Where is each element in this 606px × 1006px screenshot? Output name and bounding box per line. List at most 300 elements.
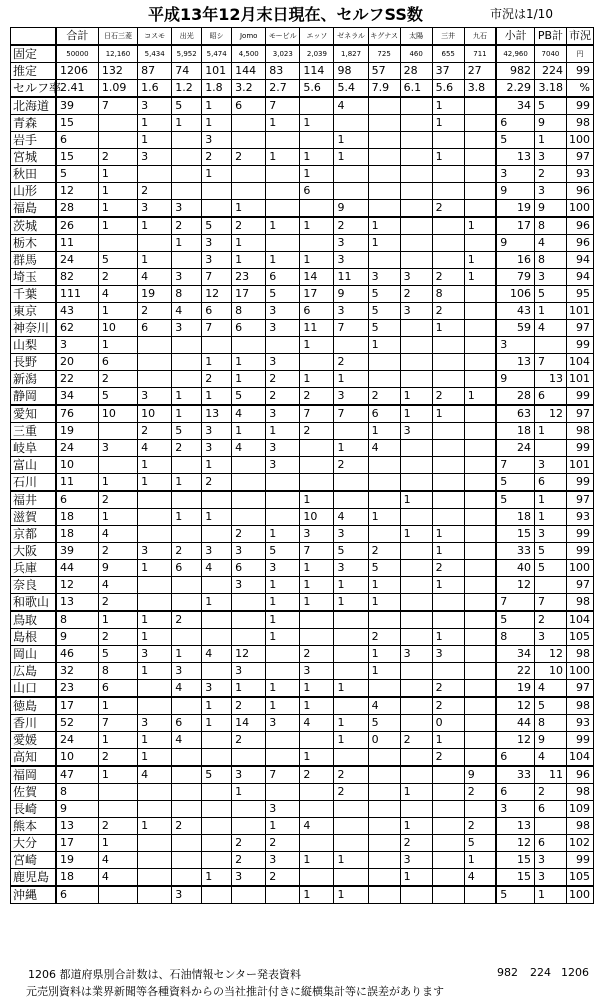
cell-value bbox=[98, 801, 137, 818]
cell-value: 17 bbox=[56, 697, 98, 715]
table-row bbox=[11, 97, 594, 115]
table-row bbox=[11, 766, 594, 784]
row-label: 佐賀 bbox=[11, 784, 56, 801]
cell-value bbox=[98, 886, 137, 904]
cell-value: 5 bbox=[534, 97, 566, 115]
cell-value: 94 bbox=[566, 269, 593, 286]
cell-value: 94 bbox=[566, 252, 593, 269]
cell-value bbox=[400, 886, 432, 904]
cell-value: 97 bbox=[566, 491, 593, 509]
cell-value bbox=[534, 577, 566, 594]
table-row bbox=[11, 354, 594, 371]
footer-source-note: 1206 都道府県別合計数は、石油情報センター発表資料 bbox=[28, 968, 302, 981]
row-label: 静岡 bbox=[11, 388, 56, 406]
cell-value: 10 bbox=[56, 749, 98, 767]
cell-value: 1 bbox=[534, 303, 566, 320]
cell-value: 2 bbox=[172, 611, 202, 629]
row-label: 茨城 bbox=[11, 217, 56, 235]
cell-value: 5 bbox=[98, 646, 137, 663]
cell-value: 9 bbox=[334, 286, 368, 303]
cell-value: 1 bbox=[202, 697, 232, 715]
row-label: 長野 bbox=[11, 354, 56, 371]
cell-value: コスモ bbox=[138, 28, 172, 46]
cell-value: 9 bbox=[534, 732, 566, 749]
cell-value: 2 bbox=[334, 217, 368, 235]
cell-value: 1 bbox=[300, 491, 334, 509]
row-label: 新潟 bbox=[11, 371, 56, 388]
cell-value: 6 bbox=[98, 354, 137, 371]
cell-value: 1 bbox=[232, 235, 266, 252]
cell-value bbox=[368, 474, 400, 492]
cell-value: 63 bbox=[496, 405, 534, 423]
table-row bbox=[11, 115, 594, 132]
cell-value bbox=[334, 801, 368, 818]
cell-value bbox=[138, 594, 172, 612]
cell-value: 6 bbox=[56, 132, 98, 149]
cell-value bbox=[266, 183, 300, 200]
cell-value: 1 bbox=[266, 217, 300, 235]
cell-value: 合計 bbox=[56, 28, 98, 46]
table-row bbox=[11, 732, 594, 749]
cell-value bbox=[534, 818, 566, 835]
cell-value: 4 bbox=[368, 440, 400, 457]
cell-value: 15 bbox=[496, 526, 534, 543]
cell-value: 2 bbox=[98, 269, 137, 286]
cell-value bbox=[368, 252, 400, 269]
cell-value: 4 bbox=[172, 303, 202, 320]
cell-value: 9 bbox=[496, 371, 534, 388]
table-row bbox=[11, 869, 594, 887]
cell-value: 5 bbox=[334, 543, 368, 560]
cell-value: 1 bbox=[98, 200, 137, 218]
cell-value: 1 bbox=[334, 440, 368, 457]
cell-value: 24 bbox=[496, 440, 534, 457]
cell-value: 7 bbox=[266, 97, 300, 115]
cell-value: 99 bbox=[566, 97, 593, 115]
cell-value: 32 bbox=[56, 663, 98, 680]
cell-value: 43 bbox=[496, 303, 534, 320]
table-row bbox=[11, 646, 594, 663]
cell-value bbox=[464, 320, 496, 337]
cell-value: 3 bbox=[138, 200, 172, 218]
cell-value: 99 bbox=[566, 526, 593, 543]
cell-value: 4 bbox=[534, 235, 566, 252]
cell-value: 8 bbox=[56, 611, 98, 629]
row-label: 福井 bbox=[11, 491, 56, 509]
cell-value: 5.6 bbox=[300, 80, 334, 98]
cell-value: 3 bbox=[496, 337, 534, 354]
table-row bbox=[11, 852, 594, 869]
cell-value: 1 bbox=[534, 886, 566, 904]
row-label: 熊本 bbox=[11, 818, 56, 835]
cell-value: 28 bbox=[496, 388, 534, 406]
table-row bbox=[11, 423, 594, 440]
cell-value: 1 bbox=[300, 337, 334, 354]
cell-value: 6 bbox=[534, 835, 566, 852]
cell-value: 3 bbox=[266, 440, 300, 457]
cell-value bbox=[432, 835, 464, 852]
cell-value: 100 bbox=[566, 132, 593, 149]
table-row bbox=[11, 388, 594, 406]
cell-value: 104 bbox=[566, 749, 593, 767]
cell-value: 昭シ bbox=[202, 28, 232, 46]
cell-value bbox=[172, 337, 202, 354]
cell-value: 105 bbox=[566, 629, 593, 646]
cell-value: 6 bbox=[172, 715, 202, 732]
cell-value: 1 bbox=[300, 149, 334, 166]
cell-value: 99 bbox=[566, 337, 593, 354]
row-label: 鳥取 bbox=[11, 611, 56, 629]
cell-value bbox=[400, 749, 432, 767]
cell-value: 2 bbox=[172, 543, 202, 560]
cell-value: 2 bbox=[534, 784, 566, 801]
cell-value: 2 bbox=[300, 388, 334, 406]
cell-value: 3 bbox=[266, 457, 300, 474]
cell-value: 57 bbox=[368, 63, 400, 80]
row-label: 山梨 bbox=[11, 337, 56, 354]
cell-value bbox=[400, 115, 432, 132]
cell-value: 6 bbox=[534, 388, 566, 406]
cell-value: 1 bbox=[300, 680, 334, 698]
cell-value: 九石 bbox=[464, 28, 496, 46]
cell-value: 1 bbox=[172, 509, 202, 526]
cell-value: 59 bbox=[496, 320, 534, 337]
market-note: 市況は1/10 bbox=[490, 7, 553, 21]
cell-value: 8 bbox=[534, 715, 566, 732]
cell-value: 4 bbox=[300, 818, 334, 835]
cell-value: 1 bbox=[172, 474, 202, 492]
cell-value bbox=[368, 115, 400, 132]
cell-value bbox=[368, 354, 400, 371]
cell-value: 1 bbox=[232, 784, 266, 801]
cell-value: エッソ bbox=[300, 28, 334, 46]
cell-value bbox=[334, 646, 368, 663]
cell-value bbox=[232, 749, 266, 767]
cell-value bbox=[368, 371, 400, 388]
cell-value bbox=[300, 354, 334, 371]
cell-value bbox=[432, 423, 464, 440]
cell-value bbox=[232, 337, 266, 354]
cell-value bbox=[202, 337, 232, 354]
cell-value: 12 bbox=[232, 646, 266, 663]
cell-value bbox=[464, 594, 496, 612]
cell-value: 8 bbox=[534, 217, 566, 235]
row-label: 山形 bbox=[11, 183, 56, 200]
cell-value: 3 bbox=[98, 440, 137, 457]
cell-value: 0 bbox=[368, 732, 400, 749]
cell-value bbox=[334, 835, 368, 852]
cell-value bbox=[400, 663, 432, 680]
table-row bbox=[11, 577, 594, 594]
cell-value: 74 bbox=[172, 63, 202, 80]
cell-value: 3 bbox=[534, 269, 566, 286]
cell-value: 6 bbox=[98, 680, 137, 698]
row-label: 神奈川 bbox=[11, 320, 56, 337]
cell-value: 小計 bbox=[496, 28, 534, 46]
cell-value: 日石三菱 bbox=[98, 28, 137, 46]
cell-value: 3 bbox=[266, 852, 300, 869]
cell-value: 3 bbox=[266, 354, 300, 371]
cell-value: 98 bbox=[566, 115, 593, 132]
cell-value: 1 bbox=[266, 252, 300, 269]
cell-value: 6 bbox=[496, 115, 534, 132]
cell-value: 3 bbox=[334, 235, 368, 252]
cell-value: 1 bbox=[464, 217, 496, 235]
cell-value bbox=[368, 183, 400, 200]
cell-value: 4 bbox=[98, 852, 137, 869]
cell-value: 19 bbox=[56, 852, 98, 869]
cell-value: 1 bbox=[98, 732, 137, 749]
cell-value: 3 bbox=[266, 715, 300, 732]
cell-value: 1 bbox=[334, 371, 368, 388]
cell-value bbox=[98, 132, 137, 149]
cell-value: 4 bbox=[534, 680, 566, 698]
cell-value: 40 bbox=[496, 560, 534, 577]
row-label: 秋田 bbox=[11, 166, 56, 183]
cell-value: 2 bbox=[534, 166, 566, 183]
cell-value: 101 bbox=[202, 63, 232, 80]
cell-value bbox=[172, 784, 202, 801]
cell-value: 1 bbox=[534, 509, 566, 526]
cell-value: 1 bbox=[534, 423, 566, 440]
row-label: 宮崎 bbox=[11, 852, 56, 869]
row-label: 石川 bbox=[11, 474, 56, 492]
cell-value bbox=[172, 766, 202, 784]
row-label: 山口 bbox=[11, 680, 56, 698]
cell-value: 1 bbox=[432, 543, 464, 560]
cell-value: 1 bbox=[432, 405, 464, 423]
cell-value: 9 bbox=[56, 801, 98, 818]
row-label: 東京 bbox=[11, 303, 56, 320]
cell-value: 7 bbox=[334, 320, 368, 337]
cell-value: 1 bbox=[266, 526, 300, 543]
cell-value bbox=[400, 217, 432, 235]
cell-value bbox=[464, 801, 496, 818]
cell-value: 93 bbox=[566, 715, 593, 732]
cell-value: 17 bbox=[232, 286, 266, 303]
cell-value bbox=[464, 371, 496, 388]
cell-value: 4 bbox=[368, 697, 400, 715]
cell-value: 0 bbox=[432, 715, 464, 732]
table-row bbox=[11, 371, 594, 388]
cell-value: 19 bbox=[138, 286, 172, 303]
cell-value: 1 bbox=[138, 611, 172, 629]
cell-value: 6 bbox=[300, 183, 334, 200]
cell-value: 3 bbox=[172, 320, 202, 337]
cell-value bbox=[300, 474, 334, 492]
cell-value bbox=[334, 749, 368, 767]
footer-total-all: 1206 bbox=[561, 966, 589, 979]
cell-value: 3 bbox=[172, 200, 202, 218]
table-row bbox=[11, 509, 594, 526]
cell-value: 2 bbox=[98, 543, 137, 560]
cell-value bbox=[202, 852, 232, 869]
cell-value: 10 bbox=[98, 405, 137, 423]
cell-value bbox=[138, 835, 172, 852]
cell-value bbox=[300, 784, 334, 801]
cell-value: 12 bbox=[496, 697, 534, 715]
cell-value: 1 bbox=[334, 132, 368, 149]
cell-value bbox=[432, 457, 464, 474]
cell-value: 655 bbox=[432, 45, 464, 63]
cell-value: 9 bbox=[496, 183, 534, 200]
cell-value: 8 bbox=[534, 252, 566, 269]
cell-value bbox=[464, 457, 496, 474]
cell-value: 6.1 bbox=[400, 80, 432, 98]
cell-value: 3 bbox=[266, 303, 300, 320]
cell-value bbox=[138, 526, 172, 543]
cell-value: 1 bbox=[334, 732, 368, 749]
cell-value: 47 bbox=[56, 766, 98, 784]
cell-value bbox=[464, 732, 496, 749]
cell-value bbox=[432, 474, 464, 492]
cell-value bbox=[464, 697, 496, 715]
cell-value: 3 bbox=[138, 149, 172, 166]
cell-value: 1 bbox=[232, 252, 266, 269]
cell-value: 5 bbox=[98, 388, 137, 406]
cell-value bbox=[432, 594, 464, 612]
cell-value: 1 bbox=[138, 818, 172, 835]
cell-value: 3 bbox=[534, 457, 566, 474]
cell-value: 3 bbox=[334, 560, 368, 577]
cell-value bbox=[432, 611, 464, 629]
cell-value: 7 bbox=[496, 594, 534, 612]
cell-value: 2 bbox=[334, 354, 368, 371]
cell-value bbox=[172, 183, 202, 200]
row-label: 固定 bbox=[11, 45, 56, 63]
cell-value: 1 bbox=[400, 491, 432, 509]
cell-value: 3,023 bbox=[266, 45, 300, 63]
cell-value: 2 bbox=[432, 749, 464, 767]
cell-value: 1 bbox=[98, 166, 137, 183]
cell-value: 76 bbox=[56, 405, 98, 423]
cell-value: 1 bbox=[266, 115, 300, 132]
cell-value bbox=[432, 869, 464, 887]
cell-value bbox=[400, 183, 432, 200]
cell-value: 1 bbox=[334, 715, 368, 732]
cell-value: 7 bbox=[534, 594, 566, 612]
cell-value bbox=[432, 886, 464, 904]
cell-value bbox=[368, 97, 400, 115]
cell-value bbox=[464, 303, 496, 320]
cell-value: 7 bbox=[334, 405, 368, 423]
cell-value: 93 bbox=[566, 509, 593, 526]
cell-value: 1 bbox=[464, 252, 496, 269]
cell-value: 4 bbox=[334, 97, 368, 115]
cell-value: 2 bbox=[368, 388, 400, 406]
cell-value: 1.8 bbox=[202, 80, 232, 98]
cell-value: 5 bbox=[368, 286, 400, 303]
cell-value bbox=[172, 835, 202, 852]
cell-value bbox=[266, 646, 300, 663]
cell-value: 13 bbox=[534, 371, 566, 388]
row-label: 鹿児島 bbox=[11, 869, 56, 887]
cell-value bbox=[400, 611, 432, 629]
cell-value bbox=[334, 491, 368, 509]
cell-value: 1 bbox=[300, 166, 334, 183]
cell-value: 1206 bbox=[56, 63, 98, 80]
table-row bbox=[11, 835, 594, 852]
cell-value: 4 bbox=[232, 405, 266, 423]
cell-value: 1 bbox=[202, 457, 232, 474]
cell-value: 11 bbox=[300, 320, 334, 337]
cell-value: 10 bbox=[138, 405, 172, 423]
cell-value bbox=[432, 235, 464, 252]
cell-value bbox=[400, 371, 432, 388]
cell-value bbox=[464, 663, 496, 680]
cell-value: 5 bbox=[232, 388, 266, 406]
cell-value bbox=[266, 663, 300, 680]
cell-value: 3 bbox=[534, 869, 566, 887]
cell-value: 3 bbox=[534, 629, 566, 646]
cell-value: 3 bbox=[138, 543, 172, 560]
table-row bbox=[11, 217, 594, 235]
cell-value: 1 bbox=[334, 577, 368, 594]
cell-value: 5,952 bbox=[172, 45, 202, 63]
cell-value: 98 bbox=[334, 63, 368, 80]
cell-value bbox=[266, 732, 300, 749]
cell-value bbox=[464, 149, 496, 166]
cell-value bbox=[432, 784, 464, 801]
cell-value bbox=[400, 629, 432, 646]
cell-value: 82 bbox=[56, 269, 98, 286]
cell-value: 144 bbox=[232, 63, 266, 80]
row-label: セルフ率 bbox=[11, 80, 56, 98]
cell-value: 1 bbox=[400, 869, 432, 887]
cell-value bbox=[400, 474, 432, 492]
row-label: 福島 bbox=[11, 200, 56, 218]
cell-value: 52 bbox=[56, 715, 98, 732]
cell-value: 50000 bbox=[56, 45, 98, 63]
cell-value: 22 bbox=[56, 371, 98, 388]
cell-value bbox=[300, 869, 334, 887]
summary-row-fixed bbox=[11, 45, 594, 63]
cell-value: 1 bbox=[138, 457, 172, 474]
cell-value: 99 bbox=[566, 474, 593, 492]
cell-value: 1.6 bbox=[138, 80, 172, 98]
cell-value: 101 bbox=[566, 457, 593, 474]
cell-value bbox=[138, 869, 172, 887]
cell-value bbox=[232, 629, 266, 646]
cell-value: 5,434 bbox=[138, 45, 172, 63]
cell-value: 2 bbox=[232, 149, 266, 166]
cell-value: 12 bbox=[496, 577, 534, 594]
cell-value: 2 bbox=[266, 388, 300, 406]
cell-value: 99 bbox=[566, 852, 593, 869]
cell-value: 18 bbox=[496, 509, 534, 526]
cell-value bbox=[266, 491, 300, 509]
cell-value bbox=[232, 611, 266, 629]
cell-value: 98 bbox=[566, 594, 593, 612]
cell-value: 224 bbox=[534, 63, 566, 80]
cell-value bbox=[172, 749, 202, 767]
cell-value: 98 bbox=[566, 818, 593, 835]
cell-value: 10 bbox=[534, 663, 566, 680]
cell-value: 1 bbox=[232, 200, 266, 218]
cell-value: 6 bbox=[496, 749, 534, 767]
cell-value bbox=[202, 526, 232, 543]
table-row bbox=[11, 749, 594, 767]
table-row bbox=[11, 286, 594, 303]
cell-value: 6 bbox=[56, 886, 98, 904]
cell-value: 2 bbox=[300, 646, 334, 663]
cell-value bbox=[202, 663, 232, 680]
cell-value: 1 bbox=[300, 371, 334, 388]
cell-value: 44 bbox=[496, 715, 534, 732]
cell-value bbox=[368, 526, 400, 543]
cell-value: 97 bbox=[566, 320, 593, 337]
cell-value: 1 bbox=[98, 835, 137, 852]
